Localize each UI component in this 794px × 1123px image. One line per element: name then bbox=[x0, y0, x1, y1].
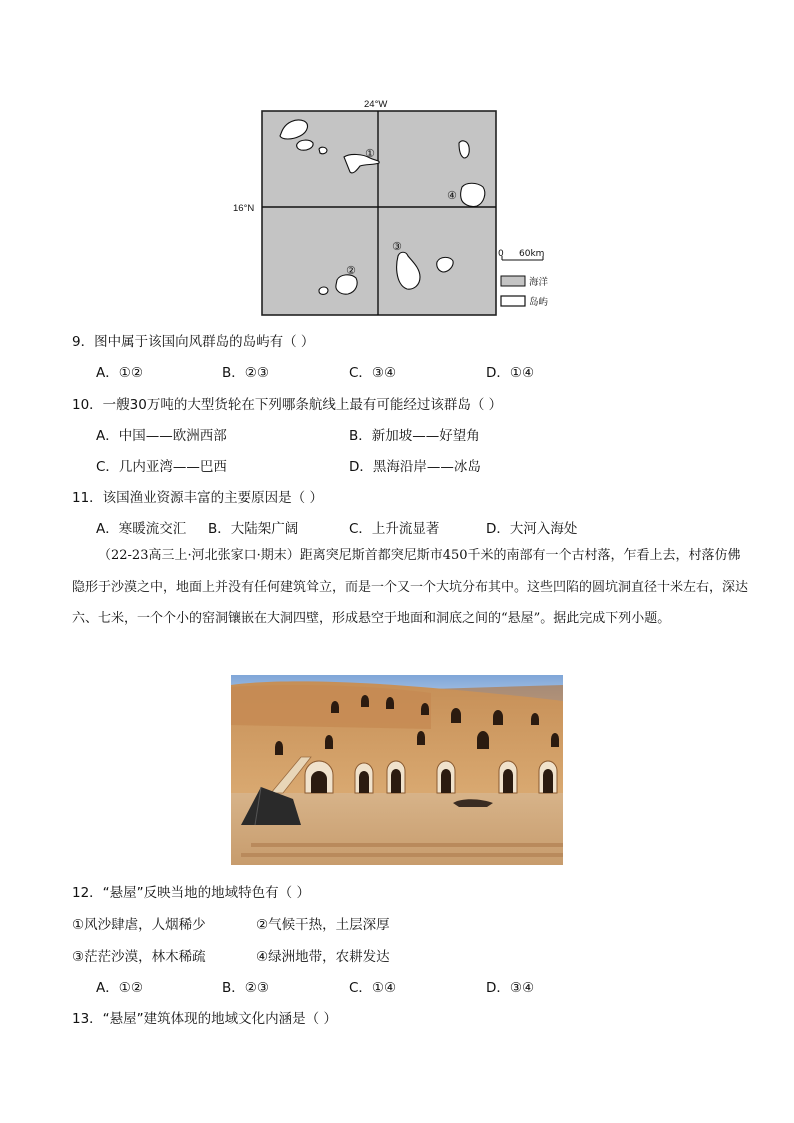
q12-option-a[interactable]: A．①② bbox=[96, 980, 143, 996]
legend-island-label: 岛屿 bbox=[529, 297, 549, 308]
question-11-stem: 11．该国渔业资源丰富的主要原因是（ ） bbox=[72, 490, 323, 506]
island-label-3: ③ bbox=[392, 240, 402, 253]
q12-statement-2: ②气候干热，土层深厚 bbox=[256, 917, 390, 933]
island-map bbox=[230, 94, 570, 320]
scale-distance: 60km bbox=[519, 249, 545, 259]
question-10-stem: 10．一艘30万吨的大型货轮在下列哪条航线上最有可能经过该群岛（ ） bbox=[72, 397, 503, 413]
q9-option-d[interactable]: D．①④ bbox=[486, 365, 535, 381]
question-9-stem: 9．图中属于该国向风群岛的岛屿有（ ） bbox=[72, 334, 315, 350]
q12-option-c[interactable]: C．①④ bbox=[349, 980, 397, 996]
q10-option-a[interactable]: A．中国——欧洲西部 bbox=[96, 428, 227, 444]
legend-ocean-label: 海洋 bbox=[529, 277, 549, 288]
scale-zero: 0 bbox=[498, 249, 504, 259]
q10-option-c[interactable]: C．几内亚湾——巴西 bbox=[96, 459, 227, 475]
q10-option-b[interactable]: B．新加坡——好望角 bbox=[349, 428, 480, 444]
q12-statement-3: ③茫茫沙漠，林木稀疏 bbox=[72, 949, 206, 965]
island-label-1: ① bbox=[365, 147, 375, 160]
q11-option-b[interactable]: B．大陆架广阔 bbox=[208, 521, 299, 537]
island-santa-luzia bbox=[319, 147, 327, 154]
reading-passage: （22-23高三上·河北张家口·期末）距离突尼斯首都突尼斯市450千米的南部有一个古村落，乍看上去，村落仿佛隐形于沙漠之中，地面上并没有任何建筑耸立，而是一个又一个大坑分布其中。这些凹陷的圆坑洞直径十米左右，深达六、七米，一个个小的窑洞镶嵌在大洞四壁，形成悬空于地面和洞底之间的“悬屋”。据此完成下列小题。 bbox=[72, 548, 749, 626]
q11-option-a[interactable]: A．寒暖流交汇 bbox=[96, 521, 187, 537]
q11-option-c[interactable]: C．上升流显著 bbox=[349, 521, 440, 537]
q9-option-b[interactable]: B．②③ bbox=[222, 365, 269, 381]
question-12-stem: 12．“悬屋”反映当地的地域特色有（ ） bbox=[72, 885, 310, 901]
longitude-label: 24°W bbox=[364, 99, 388, 110]
q10-option-d[interactable]: D．黑海沿岸——冰岛 bbox=[349, 459, 481, 475]
island-brava bbox=[319, 287, 328, 294]
legend-ocean-swatch bbox=[501, 276, 525, 286]
cave-dwelling-photo bbox=[231, 675, 563, 865]
latitude-label: 16°N bbox=[233, 203, 255, 214]
q12-statement-4: ④绿洲地带，农耕发达 bbox=[256, 949, 390, 965]
q12-statement-1: ①风沙肆虐，人烟稀少 bbox=[72, 917, 206, 933]
island-label-2: ② bbox=[346, 264, 356, 277]
q9-option-c[interactable]: C．③④ bbox=[349, 365, 397, 381]
q11-option-d[interactable]: D．大河入海处 bbox=[486, 521, 578, 537]
island-fogo bbox=[336, 275, 357, 294]
q12-option-b[interactable]: B．②③ bbox=[222, 980, 269, 996]
q9-option-a[interactable]: A．①② bbox=[96, 365, 143, 381]
q12-option-d[interactable]: D．③④ bbox=[486, 980, 535, 996]
question-13-stem: 13．“悬屋”建筑体现的地域文化内涵是（ ） bbox=[72, 1011, 337, 1027]
legend-island-swatch bbox=[501, 296, 525, 306]
island-label-4: ④ bbox=[447, 189, 457, 202]
island-boa-vista bbox=[461, 183, 485, 206]
island-sao-vicente bbox=[297, 140, 313, 150]
